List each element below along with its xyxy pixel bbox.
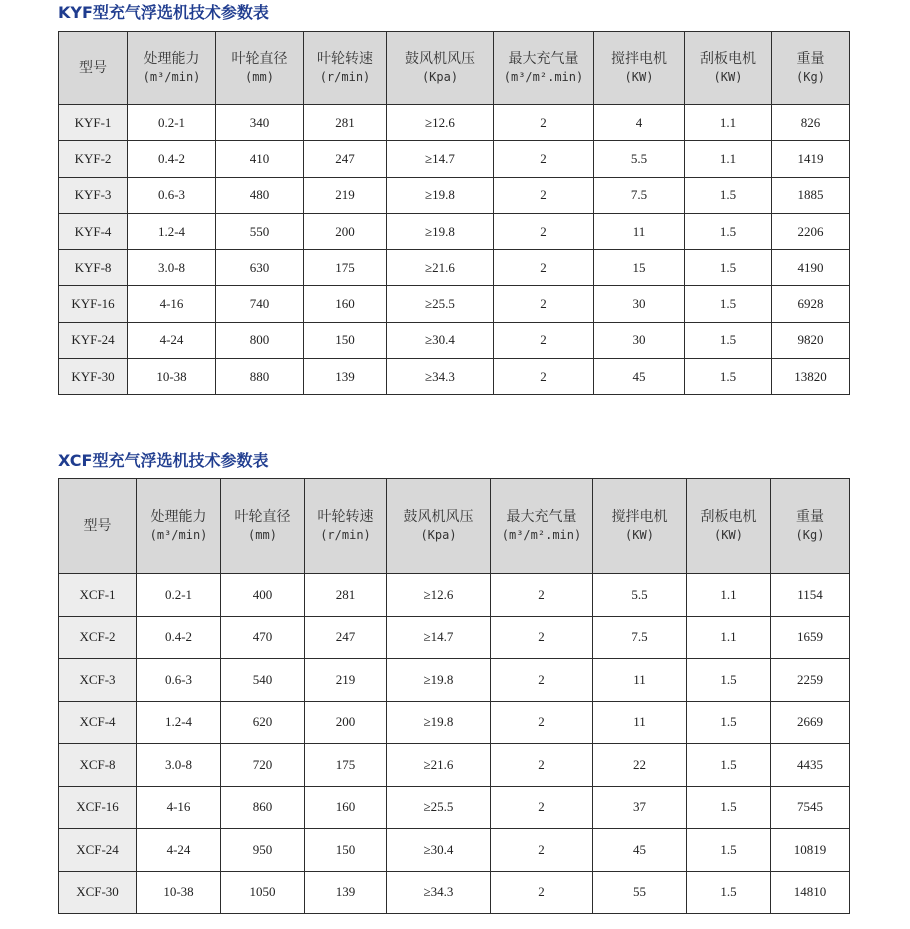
column-header-name: 型号 bbox=[83, 517, 112, 534]
column-header-name: 型号 bbox=[79, 59, 107, 76]
column-header-scraper-motor bbox=[687, 479, 771, 574]
cell-blower-pressure: ≥19.8 bbox=[387, 177, 494, 213]
column-header-capacity bbox=[137, 479, 221, 574]
cell-blower-pressure: ≥25.5 bbox=[387, 286, 494, 322]
cell-agitator-motor: 22 bbox=[593, 744, 687, 787]
cell-capacity: 4-24 bbox=[128, 322, 216, 358]
cell-impeller-speed: 281 bbox=[305, 574, 387, 617]
cell-capacity: 10-38 bbox=[128, 359, 216, 395]
column-header-impeller-speed bbox=[304, 32, 387, 105]
cell-agitator-motor: 11 bbox=[593, 701, 687, 744]
cell-scraper-motor: 1.5 bbox=[687, 659, 771, 702]
cell-impeller-speed: 200 bbox=[305, 701, 387, 744]
cell-agitator-motor: 11 bbox=[593, 659, 687, 702]
cell-blower-pressure: ≥34.3 bbox=[387, 359, 494, 395]
table-row bbox=[59, 574, 850, 617]
table-row bbox=[59, 786, 850, 829]
table-row bbox=[59, 322, 850, 358]
cell-scraper-motor: 1.5 bbox=[687, 871, 771, 914]
cell-blower-pressure: ≥19.8 bbox=[387, 659, 491, 702]
column-header-unit: (KW) bbox=[714, 528, 743, 542]
cell-impeller-diameter: 550 bbox=[216, 213, 304, 249]
cell-capacity: 3.0-8 bbox=[128, 250, 216, 286]
column-header-name: 刮板电机 bbox=[700, 509, 757, 525]
column-header-unit: (mm) bbox=[248, 528, 277, 542]
cell-scraper-motor: 1.1 bbox=[687, 616, 771, 659]
cell-scraper-motor: 1.5 bbox=[687, 829, 771, 872]
cell-weight: 2259 bbox=[771, 659, 850, 702]
cell-impeller-diameter: 340 bbox=[216, 105, 304, 141]
cell-model: XCF-24 bbox=[59, 829, 137, 872]
column-header-unit: (m³/m².min) bbox=[501, 528, 582, 542]
column-header-impeller-speed bbox=[305, 479, 387, 574]
cell-capacity: 3.0-8 bbox=[137, 744, 221, 787]
column-header-name: 处理能力 bbox=[143, 51, 200, 67]
cell-model: XCF-1 bbox=[59, 574, 137, 617]
column-header-unit: (KW) bbox=[624, 70, 654, 84]
cell-max-aeration: 2 bbox=[494, 359, 594, 395]
cell-impeller-diameter: 630 bbox=[216, 250, 304, 286]
cell-capacity: 4-16 bbox=[128, 286, 216, 322]
cell-scraper-motor: 1.5 bbox=[685, 359, 772, 395]
cell-agitator-motor: 5.5 bbox=[593, 574, 687, 617]
cell-impeller-diameter: 400 bbox=[221, 574, 305, 617]
column-header-unit: (Kg) bbox=[795, 528, 825, 542]
cell-impeller-speed: 150 bbox=[304, 322, 387, 358]
table-row bbox=[59, 105, 850, 141]
table-row bbox=[59, 659, 850, 702]
cell-impeller-speed: 139 bbox=[305, 871, 387, 914]
column-header-name: 最大充气量 bbox=[508, 51, 579, 67]
column-header-weight bbox=[772, 32, 850, 105]
cell-impeller-speed: 175 bbox=[305, 744, 387, 787]
cell-weight: 2669 bbox=[771, 701, 850, 744]
cell-agitator-motor: 5.5 bbox=[594, 141, 685, 177]
column-header-agitator-motor bbox=[593, 479, 687, 574]
cell-impeller-speed: 247 bbox=[304, 141, 387, 177]
cell-max-aeration: 2 bbox=[491, 871, 593, 914]
cell-weight: 13820 bbox=[772, 359, 850, 395]
column-header-scraper-motor bbox=[685, 32, 772, 105]
cell-impeller-speed: 219 bbox=[305, 659, 387, 702]
xcf-spec-table bbox=[58, 478, 850, 914]
column-header-unit: (mm) bbox=[245, 70, 274, 84]
table-row bbox=[59, 141, 850, 177]
cell-model: KYF-4 bbox=[59, 213, 128, 249]
cell-model: KYF-30 bbox=[59, 359, 128, 395]
cell-model: XCF-2 bbox=[59, 616, 137, 659]
cell-max-aeration: 2 bbox=[491, 829, 593, 872]
column-header-name: 搅拌电机 bbox=[611, 509, 668, 525]
cell-impeller-diameter: 480 bbox=[216, 177, 304, 213]
cell-scraper-motor: 1.5 bbox=[687, 786, 771, 829]
table-row bbox=[59, 616, 850, 659]
cell-weight: 826 bbox=[772, 105, 850, 141]
column-header-name: 刮板电机 bbox=[700, 51, 756, 67]
cell-max-aeration: 2 bbox=[491, 616, 593, 659]
column-header-model bbox=[59, 32, 128, 105]
column-header-unit: (KW) bbox=[713, 70, 743, 84]
cell-model: KYF-2 bbox=[59, 141, 128, 177]
column-header-unit: (Kpa) bbox=[420, 528, 457, 542]
cell-blower-pressure: ≥34.3 bbox=[387, 871, 491, 914]
column-header-capacity bbox=[128, 32, 216, 105]
column-header-impeller-diameter bbox=[221, 479, 305, 574]
column-header-name: 鼓风机风压 bbox=[405, 51, 475, 67]
cell-capacity: 4-16 bbox=[137, 786, 221, 829]
cell-impeller-diameter: 800 bbox=[216, 322, 304, 358]
cell-weight: 4190 bbox=[772, 250, 850, 286]
column-header-agitator-motor bbox=[594, 32, 685, 105]
column-header-impeller-diameter bbox=[216, 32, 304, 105]
table-header-row bbox=[59, 32, 850, 105]
cell-capacity: 0.2-1 bbox=[137, 574, 221, 617]
column-header-name: 叶轮转速 bbox=[317, 509, 374, 525]
cell-weight: 4435 bbox=[771, 744, 850, 787]
cell-capacity: 10-38 bbox=[137, 871, 221, 914]
cell-model: XCF-16 bbox=[59, 786, 137, 829]
column-header-name: 处理能力 bbox=[150, 509, 207, 525]
cell-weight: 1659 bbox=[771, 616, 850, 659]
cell-weight: 10819 bbox=[771, 829, 850, 872]
column-header-name: 重量 bbox=[796, 51, 825, 67]
cell-blower-pressure: ≥14.7 bbox=[387, 616, 491, 659]
cell-agitator-motor: 15 bbox=[594, 250, 685, 286]
cell-weight: 2206 bbox=[772, 213, 850, 249]
cell-agitator-motor: 55 bbox=[593, 871, 687, 914]
column-header-name: 叶轮直径 bbox=[234, 509, 291, 525]
cell-blower-pressure: ≥19.8 bbox=[387, 213, 494, 249]
cell-model: XCF-30 bbox=[59, 871, 137, 914]
cell-scraper-motor: 1.5 bbox=[687, 744, 771, 787]
cell-capacity: 0.4-2 bbox=[128, 141, 216, 177]
cell-scraper-motor: 1.1 bbox=[685, 141, 772, 177]
cell-agitator-motor: 4 bbox=[594, 105, 685, 141]
cell-blower-pressure: ≥25.5 bbox=[387, 786, 491, 829]
table-row bbox=[59, 359, 850, 395]
column-header-name: 最大充气量 bbox=[506, 509, 577, 525]
cell-weight: 9820 bbox=[772, 322, 850, 358]
cell-model: KYF-24 bbox=[59, 322, 128, 358]
cell-max-aeration: 2 bbox=[491, 574, 593, 617]
cell-scraper-motor: 1.5 bbox=[685, 213, 772, 249]
cell-model: XCF-3 bbox=[59, 659, 137, 702]
cell-model: KYF-1 bbox=[59, 105, 128, 141]
cell-capacity: 0.6-3 bbox=[128, 177, 216, 213]
cell-impeller-speed: 247 bbox=[305, 616, 387, 659]
cell-impeller-speed: 281 bbox=[304, 105, 387, 141]
cell-blower-pressure: ≥30.4 bbox=[387, 829, 491, 872]
table-row bbox=[59, 871, 850, 914]
column-header-unit: (r/min) bbox=[320, 528, 371, 542]
cell-max-aeration: 2 bbox=[494, 105, 594, 141]
cell-impeller-diameter: 720 bbox=[221, 744, 305, 787]
cell-weight: 14810 bbox=[771, 871, 850, 914]
cell-impeller-diameter: 1050 bbox=[221, 871, 305, 914]
cell-impeller-diameter: 860 bbox=[221, 786, 305, 829]
column-header-blower-pressure bbox=[387, 32, 494, 105]
cell-model: XCF-4 bbox=[59, 701, 137, 744]
cell-scraper-motor: 1.5 bbox=[687, 701, 771, 744]
column-header-unit: (Kpa) bbox=[421, 70, 459, 84]
cell-agitator-motor: 7.5 bbox=[594, 177, 685, 213]
cell-blower-pressure: ≥12.6 bbox=[387, 105, 494, 141]
cell-impeller-speed: 160 bbox=[305, 786, 387, 829]
cell-max-aeration: 2 bbox=[494, 141, 594, 177]
cell-impeller-speed: 200 bbox=[304, 213, 387, 249]
cell-scraper-motor: 1.5 bbox=[685, 177, 772, 213]
cell-impeller-speed: 150 bbox=[305, 829, 387, 872]
cell-scraper-motor: 1.5 bbox=[685, 322, 772, 358]
column-header-name: 重量 bbox=[796, 509, 824, 525]
column-header-unit: (KW) bbox=[625, 528, 654, 542]
cell-impeller-diameter: 740 bbox=[216, 286, 304, 322]
cell-weight: 6928 bbox=[772, 286, 850, 322]
cell-agitator-motor: 45 bbox=[593, 829, 687, 872]
cell-weight: 1154 bbox=[771, 574, 850, 617]
cell-scraper-motor: 1.5 bbox=[685, 286, 772, 322]
cell-model: KYF-16 bbox=[59, 286, 128, 322]
cell-max-aeration: 2 bbox=[491, 786, 593, 829]
cell-model: KYF-8 bbox=[59, 250, 128, 286]
cell-max-aeration: 2 bbox=[491, 659, 593, 702]
cell-agitator-motor: 45 bbox=[594, 359, 685, 395]
column-header-name: 叶轮直径 bbox=[231, 51, 288, 67]
column-header-max-aeration bbox=[494, 32, 594, 105]
cell-blower-pressure: ≥14.7 bbox=[387, 141, 494, 177]
cell-max-aeration: 2 bbox=[494, 286, 594, 322]
cell-weight: 7545 bbox=[771, 786, 850, 829]
cell-weight: 1885 bbox=[772, 177, 850, 213]
cell-model: KYF-3 bbox=[59, 177, 128, 213]
cell-max-aeration: 2 bbox=[491, 701, 593, 744]
cell-impeller-diameter: 880 bbox=[216, 359, 304, 395]
cell-agitator-motor: 30 bbox=[594, 322, 685, 358]
cell-impeller-diameter: 620 bbox=[221, 701, 305, 744]
table-row bbox=[59, 744, 850, 787]
column-header-model bbox=[59, 479, 137, 574]
cell-impeller-diameter: 410 bbox=[216, 141, 304, 177]
cell-impeller-speed: 175 bbox=[304, 250, 387, 286]
cell-capacity: 4-24 bbox=[137, 829, 221, 872]
cell-blower-pressure: ≥12.6 bbox=[387, 574, 491, 617]
cell-capacity: 0.4-2 bbox=[137, 616, 221, 659]
table-row bbox=[59, 829, 850, 872]
cell-capacity: 0.2-1 bbox=[128, 105, 216, 141]
cell-max-aeration: 2 bbox=[491, 744, 593, 787]
cell-impeller-diameter: 950 bbox=[221, 829, 305, 872]
cell-impeller-speed: 139 bbox=[304, 359, 387, 395]
table-row bbox=[59, 701, 850, 744]
cell-impeller-diameter: 540 bbox=[221, 659, 305, 702]
cell-capacity: 1.2-4 bbox=[128, 213, 216, 249]
cell-max-aeration: 2 bbox=[494, 177, 594, 213]
cell-scraper-motor: 1.5 bbox=[685, 250, 772, 286]
column-header-name: 鼓风机风压 bbox=[403, 509, 474, 525]
cell-impeller-diameter: 470 bbox=[221, 616, 305, 659]
kyf-spec-table bbox=[58, 31, 850, 395]
cell-capacity: 0.6-3 bbox=[137, 659, 221, 702]
table-row bbox=[59, 213, 850, 249]
xcf-table-title: XCF型充气浮选机技术参数表 bbox=[58, 451, 269, 470]
column-header-unit: (Kg) bbox=[796, 70, 825, 84]
kyf-table-title: KYF型充气浮选机技术参数表 bbox=[58, 3, 269, 22]
table-row bbox=[59, 177, 850, 213]
cell-agitator-motor: 11 bbox=[594, 213, 685, 249]
table-header-row bbox=[59, 479, 850, 574]
cell-scraper-motor: 1.1 bbox=[687, 574, 771, 617]
cell-agitator-motor: 7.5 bbox=[593, 616, 687, 659]
cell-agitator-motor: 37 bbox=[593, 786, 687, 829]
cell-scraper-motor: 1.1 bbox=[685, 105, 772, 141]
table-row bbox=[59, 286, 850, 322]
cell-blower-pressure: ≥21.6 bbox=[387, 250, 494, 286]
cell-blower-pressure: ≥21.6 bbox=[387, 744, 491, 787]
column-header-unit: (m³/m².min) bbox=[503, 70, 584, 84]
table-row bbox=[59, 250, 850, 286]
column-header-name: 搅拌电机 bbox=[611, 51, 667, 67]
cell-blower-pressure: ≥30.4 bbox=[387, 322, 494, 358]
column-header-name: 叶轮转速 bbox=[317, 51, 373, 67]
column-header-weight bbox=[771, 479, 850, 574]
cell-max-aeration: 2 bbox=[494, 250, 594, 286]
column-header-unit: (r/min) bbox=[319, 70, 371, 84]
cell-model: XCF-8 bbox=[59, 744, 137, 787]
cell-max-aeration: 2 bbox=[494, 213, 594, 249]
cell-impeller-speed: 219 bbox=[304, 177, 387, 213]
column-header-unit: (m³/min) bbox=[142, 70, 201, 84]
column-header-unit: (m³/min) bbox=[149, 528, 208, 542]
cell-weight: 1419 bbox=[772, 141, 850, 177]
cell-impeller-speed: 160 bbox=[304, 286, 387, 322]
cell-capacity: 1.2-4 bbox=[137, 701, 221, 744]
cell-blower-pressure: ≥19.8 bbox=[387, 701, 491, 744]
column-header-blower-pressure bbox=[387, 479, 491, 574]
cell-max-aeration: 2 bbox=[494, 322, 594, 358]
cell-agitator-motor: 30 bbox=[594, 286, 685, 322]
column-header-max-aeration bbox=[491, 479, 593, 574]
